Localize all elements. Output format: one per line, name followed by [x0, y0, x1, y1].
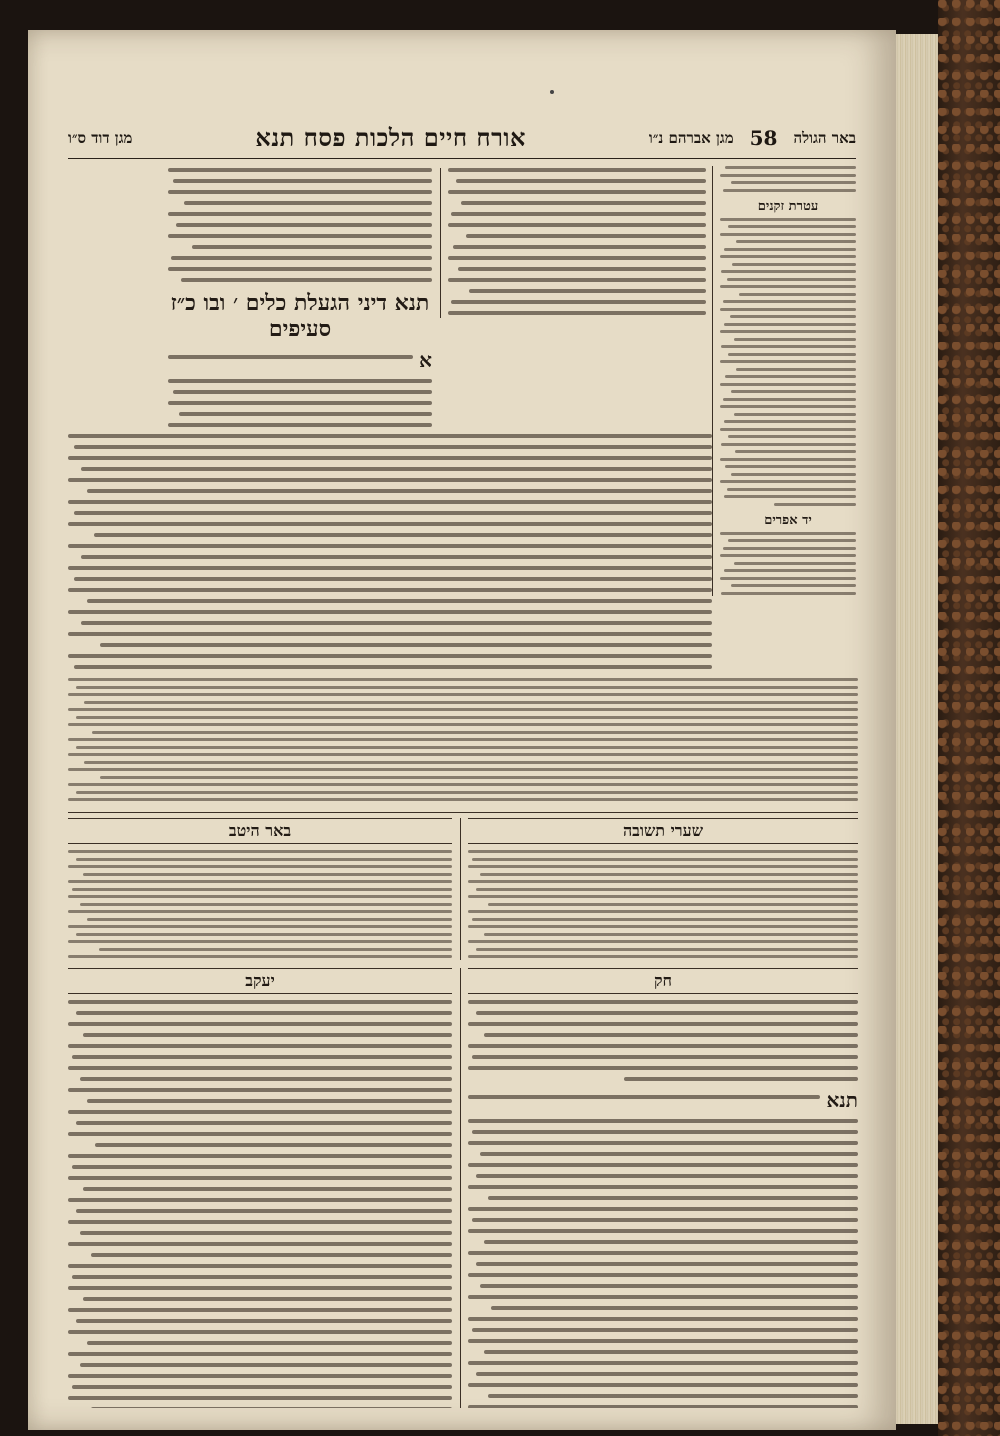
- main-text-lines: [168, 379, 432, 430]
- chok-siman-opening: [468, 1088, 858, 1113]
- chok-lead-word: תנא: [826, 1088, 858, 1112]
- shaarei-teshuva-text: [468, 850, 858, 960]
- header-right-label: באר הגולה: [793, 128, 856, 147]
- chok-text: [468, 1119, 858, 1408]
- beer-heitev-heading: באר היטב: [68, 818, 452, 844]
- side-subtitle-2: יד אפרים: [764, 512, 812, 528]
- mid-rule: [68, 812, 858, 813]
- side-column: [720, 166, 856, 596]
- book-page: [28, 30, 896, 1430]
- upper-column-rule: [440, 168, 441, 318]
- side-column-text-mid: [720, 218, 856, 506]
- side-column-text-bottom: [720, 532, 856, 597]
- header-right-commentary: מגן דוד ס״ו: [68, 128, 133, 147]
- siman-lead-letter: א: [419, 348, 432, 372]
- upper-right-commentary: [448, 168, 706, 318]
- side-column-text-top: [720, 166, 856, 192]
- siman-title: תנא דיני הגעלת כלים ׳ ובו כ״ז סעיפים: [170, 290, 430, 342]
- beer-heitev-column: [68, 818, 452, 960]
- yaakov-text: [68, 1000, 452, 1408]
- running-title: אורח חיים הלכות פסח תנא: [255, 123, 526, 152]
- lower-column-rule-2: [460, 968, 461, 1408]
- main-commentary-block: [68, 434, 712, 670]
- yaakov-column: [68, 968, 452, 1408]
- shaarei-teshuva-heading: שערי תשובה: [468, 818, 858, 844]
- chok-text-top: [468, 1000, 858, 1081]
- siman-opening: [168, 348, 432, 373]
- yaakov-heading: יעקב: [68, 968, 452, 994]
- beer-heitev-text: [68, 850, 452, 960]
- page-number: 58: [749, 126, 778, 150]
- side-column-rule: [712, 166, 713, 596]
- book-cover: [938, 0, 1000, 1436]
- lower-column-rule-1: [460, 818, 461, 960]
- chok-heading: חק: [468, 968, 858, 994]
- header-left-commentary: מגן אברהם נ״ו: [648, 128, 734, 147]
- page-header: [68, 118, 856, 159]
- page-edges: [896, 34, 938, 1424]
- small-print-block: [68, 678, 858, 806]
- main-text: [168, 220, 432, 430]
- chok-column: [468, 968, 858, 1408]
- shaarei-teshuva-column: [468, 818, 858, 960]
- ink-spot: [550, 90, 554, 94]
- side-subtitle-1: עטרת זקנים: [757, 198, 819, 214]
